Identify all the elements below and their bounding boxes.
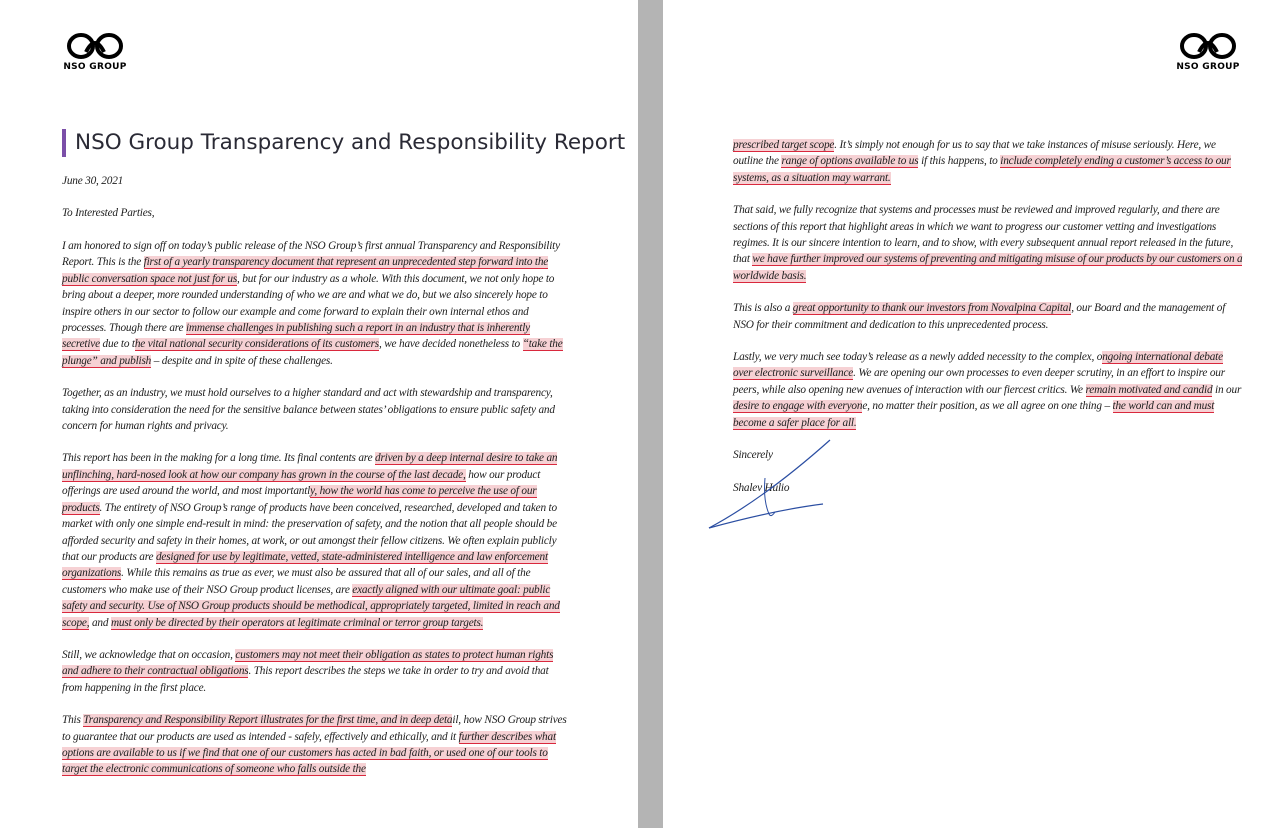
highlighted-text: ethodical, appropriately targeted, limited in reach and scope, (62, 600, 560, 629)
text-run: Still, we acknowledge that on occasion, (62, 648, 236, 661)
highlighted-text: driven by a deep internal desire to take an unflinching, hard-nosed look at how our company has grown in the course of the last decade, (62, 452, 558, 481)
logo-wordmark: NSO GROUP (63, 62, 127, 72)
text-run: , our Board and the management of NSO for their commitment and dedication to this unprecedented process. (733, 302, 1226, 331)
highlighted-text: exactly aligned with our ultimate goal: public safety and security. Use of NSO Group products should be m (62, 583, 551, 613)
highlighted-text: desire to engage with everyon (733, 400, 863, 413)
page-gutter (638, 0, 663, 828)
text-run: , but for our industry as a whole. With this document, we not only hope to bring about a deeper, more rounded understanding of who we are and what we do, but we also sincerely hope to inspire others in our sector to follow our example and come forward to explain their own internal ethos and processes. Though there are (62, 272, 555, 335)
text-run: . This report describes the steps we take in order to try and avoid that from happening in the first place. (62, 665, 549, 694)
paragraph (62, 385, 567, 434)
highlighted-text: include completely ending a customer’s access to our systems, as a situation may warrant. (733, 155, 1231, 184)
highlighted-text: we have further improved our systems of preventing and mitigating misuse of our products by our customers on a worldwide basis. (733, 253, 1243, 282)
text-run: . The entirety of NSO Group’s range of products have been conceived, researched, developed and taken to market with only one simple end-result in mind: the preservation of safety, and the notion that all people should be afforded security and safety in their homes, at work, or out amongst their fellow citizens. We often explain publicly that our products are (62, 501, 557, 563)
paragraph (62, 647, 567, 696)
paragraph (733, 137, 1243, 186)
paragraph (733, 202, 1243, 284)
text-run: how our product offerings are used around the world, and most importantl (62, 468, 541, 498)
nso-group-logo (1175, 32, 1241, 74)
text-run: This is also a (733, 302, 793, 315)
highlighted-text: must only be directed by their operators at legitimate criminal or terror group targets. (110, 616, 484, 629)
paragraph (62, 450, 567, 630)
salutation: To Interested Parties, (62, 207, 155, 219)
highlighted-text: remain motivated and candid (1085, 383, 1213, 396)
page-title: NSO Group Transparency and Responsibility Report (62, 129, 635, 157)
text-run: This (62, 714, 84, 727)
highlighted-text: further describes what options are available to us if we find that one of our customers has acted in bad faith, or used one of our tools to target the electronic communications of someone who falls outside the (62, 730, 556, 776)
text-run: il, how NSO Group strives to guarantee that our products are used as intended - safely, effectively and ethically, and it (62, 714, 567, 743)
paragraph (62, 238, 567, 369)
report-page-1 (0, 0, 638, 828)
highlighted-text: he vital national security considerations of its customers (134, 338, 379, 351)
highlighted-text: prescribed target scope (733, 139, 835, 151)
paragraph (733, 300, 1243, 333)
text-run: That said, we fully recognize that systems and processes must be reviewed and improved regularly, and there are sections of this report that highlight areas in which we want to progress our customer vetting and investigations regimes. It is our sincere intention to learn, and to show, with every subsequent annual report released in the future, that (733, 204, 1234, 266)
paragraph (62, 712, 567, 778)
text-run: and (89, 616, 111, 629)
text-run: Lastly, we very much see today’s release as a newly added necessity to the complex, o (733, 351, 1103, 364)
closing: Sincerely (733, 449, 773, 462)
highlighted-text: “take the plunge” and publish (62, 338, 563, 367)
logo-wordmark: NSO GROUP (1176, 62, 1240, 72)
report-page-2 (663, 0, 1280, 828)
paragraph (733, 349, 1243, 431)
text-run: e, no matter their position, as we all agree on one thing – (862, 400, 1113, 413)
nso-logo-icon (66, 32, 124, 60)
report-date: June 30, 2021 (62, 175, 124, 187)
highlighted-text: designed for use by legitimate, vetted, state-administered intelligence and law enforcement organizations (62, 550, 548, 580)
text-run: if this happens, to (918, 155, 1001, 168)
text-run: in our (1212, 383, 1242, 396)
letter-body-left (62, 238, 567, 778)
text-run: . While this remains as true as ever, we must also be assured that all of our sales, and all of the customers who make use of their NSO Group product licenses, are (62, 567, 531, 596)
nso-logo-icon (1179, 32, 1237, 60)
nso-group-logo (62, 32, 128, 74)
highlighted-text: first of a yearly transparency document that represent an unprecedented step forward into the public conversation space not just for us (62, 256, 549, 285)
text-run: I am honored to sign off on today’s public release of the NSO Group’s first annual Transparency and Responsibility Report. This is the (62, 240, 560, 269)
text-run: . We are opening our own processes to even deeper scrutiny, in an effort to inspire our peers, while also opening new avenues of interaction with our fiercest critics. We (733, 367, 1225, 396)
highlighted-text: ngoing international debate over electronic surveillance (733, 351, 1223, 380)
text-run: , we have decided nonetheless to (378, 338, 523, 351)
highlighted-text: y, how the world has come to perceive the use of our products (62, 485, 537, 514)
text-run: This report has been in the making for a long time. Its final contents are (62, 452, 376, 465)
highlighted-text: immense challenges in publishing such a report in an industry that is inherently secretive (62, 322, 530, 351)
highlighted-text: the world can and must become a safer place for all. (733, 400, 1215, 429)
text-run: – despite and in spite of these challenges. (151, 354, 333, 367)
text-run: Together, as an industry, we must hold ourselves to a higher standard and act with stewardship and transparency, taking into consideration the need for the sensitive balance between states’ obligations to ensure public safety and concern for human rights and privacy. (62, 387, 555, 433)
highlighted-text: range of options available to us (781, 155, 919, 168)
signature-icon (705, 438, 835, 534)
highlighted-text: great opportunity to thank our investors from Novalpina Capital (792, 302, 1072, 315)
highlighted-text: customers may not meet their obligation as states to protect human rights and adhere to their contractual obligations (62, 648, 554, 678)
text-run: due to t (99, 338, 135, 351)
text-run: . It’s simply not enough for us to say that we take instances of misuse seriously. Here, we outline the (733, 139, 1216, 168)
signer-name: Shalev Hulio (733, 481, 790, 494)
highlighted-text: Transparency and Responsibility Report illustrates for the first time, and in deep deta (83, 714, 453, 727)
